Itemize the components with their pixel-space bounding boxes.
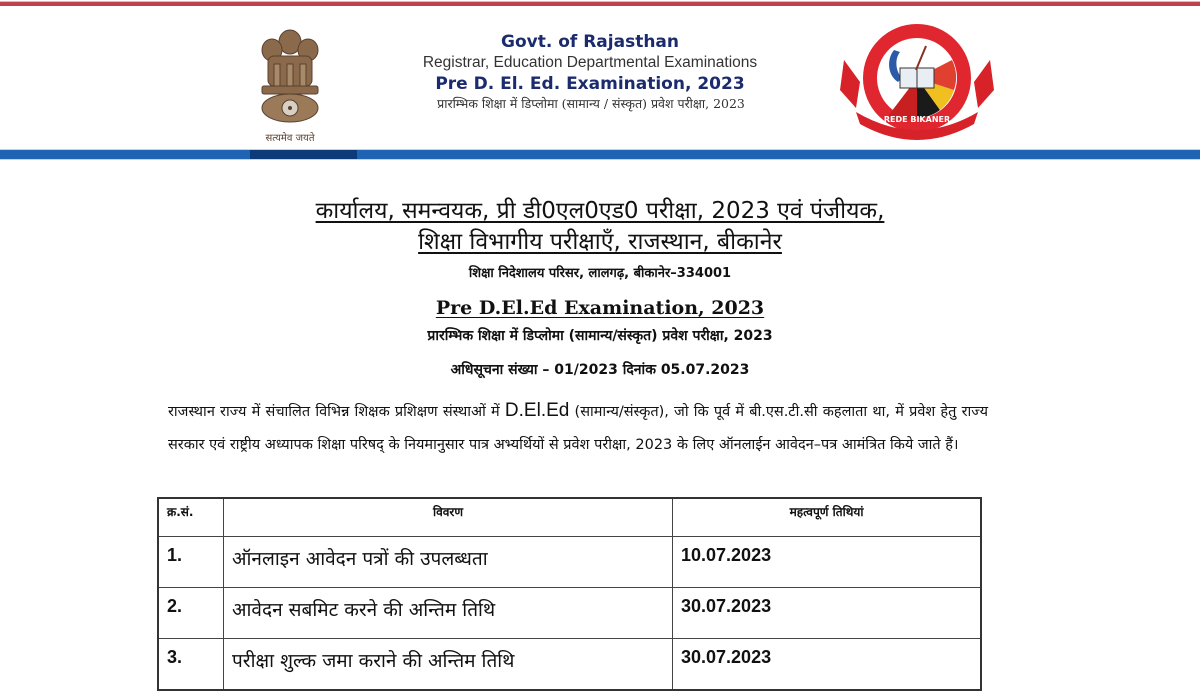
row-description: आवेदन सबमिट करने की अन्तिम तिथि [224,588,673,639]
lion-capital-icon [248,20,332,128]
row-date: 10.07.2023 [673,537,982,588]
row-description: परीक्षा शुल्क जमा कराने की अन्तिम तिथि [224,639,673,691]
intro-paragraph [168,394,988,462]
office-title [0,196,1200,258]
row-serial: 3. [158,639,224,691]
seal-icon [836,20,998,144]
header-blue-bar-accent [250,150,357,159]
logo-text: REDE BIKANER [883,115,951,124]
notification-number: अधिसूचना संख्या – 01/2023 दिनांक 05.07.2023 [450,362,750,378]
letterhead [0,6,1200,149]
emblem-motto: सत्यमेव जयते [265,133,315,144]
exam-subtitle: प्रारम्भिक शिक्षा में डिप्लोमा (सामान्य/संस्कृत) प्रवेश परीक्षा, 2023 [427,328,773,344]
registrar-line: Registrar, Education Departmental Examinations [422,54,758,71]
row-date: 30.07.2023 [673,639,982,691]
hindi-subheading: प्रारम्भिक शिक्षा में डिप्लोमा (सामान्य / संस्कृत) प्रवेश परीक्षा, 2023 [437,96,745,111]
header-dates: महत्वपूर्ण तिथियां [673,498,982,537]
table-row [158,639,981,691]
table-header-row [158,498,981,537]
office-address: शिक्षा निदेशालय परिसर, लालगढ़, बीकानेर–334001 [468,266,732,281]
row-serial: 1. [158,537,224,588]
header-serial: क्र.सं. [158,498,224,537]
exam-title: Pre D.El.Ed Examination, 2023 [435,297,765,319]
row-date: 30.07.2023 [673,588,982,639]
rede-bikaner-logo-icon [836,20,998,144]
office-title-line1: कार्यालय, समन्वयक, प्री डी0एल0एड0 परीक्षा, 2023 एवं पंजीयक, [315,198,885,224]
letterhead-text [360,32,820,113]
header-blue-bar [0,150,1200,159]
ashoka-emblem-icon [248,20,332,144]
row-description: ऑनलाइन आवेदन पत्रों की उपलब्धता [224,537,673,588]
row-serial: 2. [158,588,224,639]
office-title-line2: शिक्षा विभागीय परीक्षाएँ, राजस्थान, बीकानेर [418,229,782,255]
exam-heading: Pre D. El. Ed. Examination, 2023 [435,74,745,94]
intro-text-part1: राजस्थान राज्य में संचालित विभिन्न शिक्षक प्रशिक्षण संस्थाओं में [168,404,505,420]
intro-deled: D.El.Ed [504,400,570,421]
table-row [158,588,981,639]
govt-heading: Govt. of Rajasthan [501,32,679,52]
important-dates-table [157,497,982,691]
table-row [158,537,981,588]
intro-text-part2: (सामान्य/संस्कृत), जो कि पूर्व में बी.एस.टी.सी कहलाता था, में प्रवेश हेतु राज्य सरकार एवं राष्ट्रीय अध्यापक शिक्षा परिषद् के नियमानुसार पात्र अभ्यर्थियों से प्रवेश परीक्षा, 2023 के लिए ऑनलाईन आवेदन–पत्र आमंत्रित किये जाते हैं। [168,404,988,453]
header-description: विवरण [224,498,673,537]
